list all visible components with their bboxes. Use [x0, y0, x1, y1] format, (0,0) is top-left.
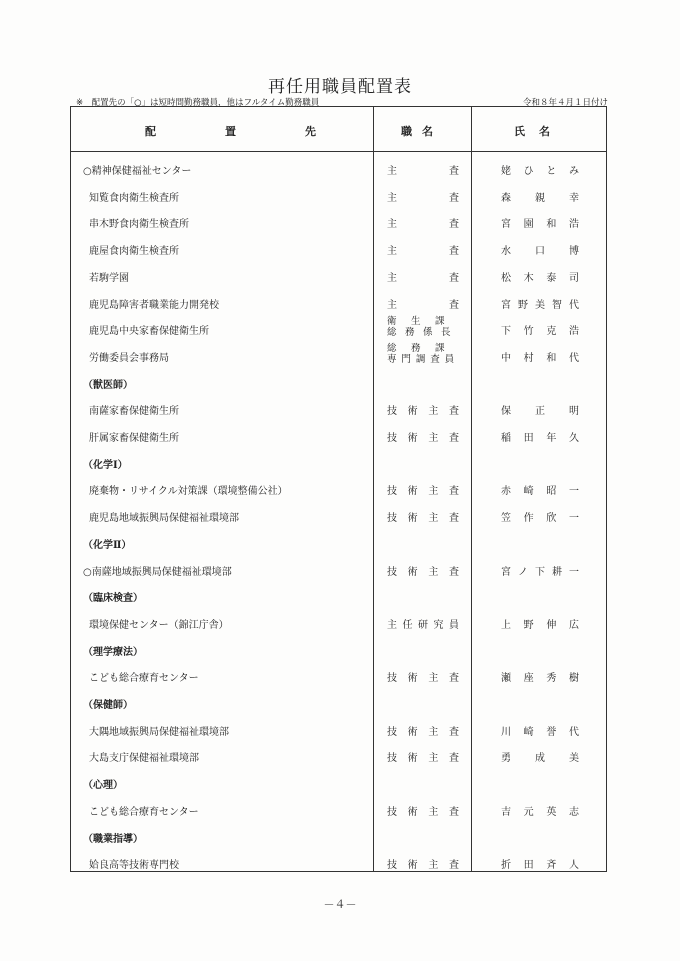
char: 英: [546, 806, 557, 818]
char: 笠: [501, 513, 511, 525]
char: 技: [387, 860, 397, 872]
char: 査: [449, 299, 459, 311]
char: 野: [523, 619, 534, 631]
char: 技: [387, 433, 397, 444]
char: 浩: [568, 326, 579, 338]
placement-cell: こども総合療育センター: [89, 673, 199, 685]
char: 技: [387, 566, 397, 578]
document-title: 再任用職員配置表: [268, 77, 412, 97]
header-divider: [71, 151, 606, 152]
char: 木: [523, 272, 534, 284]
char: 和: [546, 352, 557, 364]
char: 技: [387, 673, 397, 685]
header-placement-char: 配: [145, 125, 157, 138]
name-cell: [501, 429, 579, 444]
char: 術: [407, 753, 418, 765]
char: 生: [411, 316, 421, 328]
char: 主: [428, 406, 439, 418]
category-label: （獣医師）: [83, 379, 133, 391]
char: 査: [448, 513, 459, 525]
char: 浩: [568, 219, 579, 231]
char: ノ: [518, 566, 528, 578]
char: 野: [518, 299, 528, 311]
char: 水: [501, 246, 511, 258]
char: 年: [546, 433, 557, 444]
char: 司: [568, 272, 579, 284]
char: 査: [449, 219, 459, 231]
category-label: （理学療法）: [83, 646, 143, 658]
placement-cell: ○精神保健福祉センター: [83, 166, 192, 177]
name-cell: [501, 482, 579, 497]
char: 術: [407, 513, 418, 525]
char: 秀: [546, 673, 557, 685]
char: 昭: [546, 486, 557, 498]
placement-cell: 廃棄物・リサイクル対策課（環境整備公社）: [89, 486, 288, 498]
name-cell: [501, 856, 579, 871]
category-label: （心理）: [83, 780, 123, 792]
job-title-cell: [387, 669, 459, 684]
char: 係: [423, 327, 433, 339]
char: 術: [407, 860, 418, 872]
char: 幸: [569, 192, 579, 204]
char: 明: [569, 406, 579, 418]
char: 主: [428, 726, 439, 738]
char: 宮: [501, 219, 511, 231]
char: 技: [387, 753, 397, 765]
char: 口: [535, 246, 545, 258]
char: 志: [568, 806, 579, 818]
char: 主: [387, 192, 397, 204]
char: 赤: [501, 486, 511, 498]
char: 務: [411, 342, 421, 354]
char: 査: [448, 860, 459, 872]
char: 崎: [523, 726, 534, 738]
char: 正: [535, 406, 545, 418]
char: 技: [387, 486, 397, 498]
char: 誉: [546, 726, 557, 738]
category-label: （保健師）: [83, 700, 133, 711]
char: 美: [535, 299, 545, 311]
category-label: （臨床検査）: [83, 593, 143, 605]
job-title-cell: [387, 162, 459, 177]
char: 成: [535, 753, 545, 765]
char: 作: [523, 513, 534, 525]
job-title-cell: [387, 215, 459, 230]
job-title-cell: [387, 616, 459, 631]
char: 主: [428, 753, 439, 765]
char: 衛: [387, 316, 397, 328]
char: 主: [387, 246, 397, 258]
char: 園: [523, 219, 534, 231]
name-cell: [501, 296, 579, 311]
job-title-cell: [387, 856, 459, 871]
job-title-cell: [387, 296, 459, 311]
char: 代: [568, 726, 579, 738]
char: 下: [501, 326, 511, 338]
char: 技: [387, 513, 397, 525]
char: 総: [387, 327, 397, 339]
placement-cell: 鹿屋食肉衛生検査所: [89, 246, 179, 258]
char: 技: [387, 726, 397, 738]
char: 主: [387, 166, 397, 177]
placement-cell: 肝属家畜保健衛生所: [89, 433, 179, 444]
char: 専: [387, 353, 397, 365]
char: 久: [568, 433, 579, 444]
char: 上: [501, 619, 511, 631]
char: 宮: [501, 566, 511, 578]
char: 親: [535, 192, 545, 204]
char: 保: [501, 406, 511, 418]
char: 査: [448, 753, 459, 765]
char: 代: [569, 299, 579, 311]
char: 崎: [523, 486, 534, 498]
char: 折: [501, 860, 511, 872]
job-title-cell: [387, 429, 459, 444]
char: 術: [407, 566, 418, 578]
char: 一: [568, 486, 579, 498]
char: 樹: [568, 673, 579, 685]
char: 主: [387, 619, 397, 631]
char: 松: [501, 272, 511, 284]
name-cell: [501, 616, 579, 631]
name-cell: [501, 242, 579, 257]
char: 斉: [546, 860, 557, 872]
job-title-line: [387, 327, 459, 338]
placement-table: [70, 106, 607, 872]
char: 主: [387, 299, 397, 311]
char: 技: [387, 806, 397, 818]
char: 智: [552, 299, 562, 311]
char: 課: [435, 316, 445, 328]
char: 主: [387, 272, 397, 284]
char: 員: [449, 619, 459, 631]
page-number: －４－: [323, 898, 357, 911]
name-cell: [501, 162, 579, 177]
header-name: 氏名: [514, 125, 564, 138]
char: 広: [568, 619, 579, 631]
char: 研: [418, 619, 428, 631]
footnote: ※ 配置先の「○」は短時間勤務職員，他はフルタイム勤務職員: [76, 98, 320, 108]
char: 査: [448, 673, 459, 685]
char: 元: [523, 806, 534, 818]
char: 術: [407, 806, 418, 818]
char: 泰: [546, 272, 557, 284]
name-cell: [501, 322, 579, 337]
char: 課: [435, 342, 445, 354]
job-title-cell: [387, 509, 459, 524]
char: 査: [448, 433, 459, 444]
char: 技: [387, 406, 397, 418]
char: 主: [428, 486, 439, 498]
category-label: （職業指導）: [83, 833, 143, 845]
placement-cell: 若駒学園: [89, 272, 129, 284]
char: 門: [401, 353, 411, 365]
char: 査: [448, 486, 459, 498]
char: 下: [535, 566, 545, 578]
header-placement-char: 先: [305, 125, 317, 138]
char: 主: [428, 860, 439, 872]
char: 術: [407, 726, 418, 738]
placement-cell: 鹿児島中央家畜保健衛生所: [89, 326, 209, 338]
char: 員: [444, 353, 455, 365]
char: 田: [523, 433, 534, 444]
char: 長: [441, 327, 451, 339]
char: 総: [387, 342, 397, 354]
char: 務: [405, 327, 415, 339]
name-cell: [501, 402, 579, 417]
column-divider: [471, 107, 472, 871]
name-cell: [501, 749, 579, 764]
job-title-cell: [387, 242, 459, 257]
char: と: [546, 166, 557, 177]
char: 欣: [546, 513, 557, 525]
char: み: [568, 166, 579, 177]
char: 主: [428, 806, 439, 818]
job-title-line: [387, 316, 459, 327]
char: 査: [448, 566, 459, 578]
char: 査: [449, 166, 459, 177]
placement-cell: ○南薩地域振興局保健福祉環境部: [83, 566, 232, 578]
char: ひ: [523, 166, 534, 177]
category-label: （化学Ⅱ）: [83, 539, 132, 551]
char: 査: [448, 406, 459, 418]
char: 竹: [523, 326, 534, 338]
placement-cell: 大島支庁保健福祉環境部: [89, 753, 199, 765]
char: 査: [449, 272, 459, 284]
placement-cell: 環境保健センター（錦江庁舎）: [89, 619, 229, 631]
char: 究: [433, 619, 444, 631]
name-cell: [501, 803, 579, 818]
name-cell: [501, 189, 579, 204]
char: 主: [387, 219, 397, 231]
name-cell: [501, 723, 579, 738]
placement-cell: 知覧食肉衛生検査所: [89, 192, 179, 204]
char: 宮: [501, 299, 511, 311]
char: 勇: [501, 753, 511, 765]
job-title-cell: [387, 189, 459, 204]
char: 調: [415, 353, 426, 365]
job-title-cell: [387, 269, 459, 284]
char: 術: [407, 433, 418, 444]
char: 博: [569, 246, 579, 258]
job-title-cell: [387, 563, 459, 578]
char: 術: [407, 486, 418, 498]
char: 主: [428, 433, 439, 444]
name-cell: [501, 509, 579, 524]
char: 村: [523, 352, 534, 364]
char: 伸: [546, 619, 557, 631]
placement-cell: 鹿児島障害者職業能力開発校: [89, 299, 219, 311]
char: 克: [546, 326, 557, 338]
job-title-cell: [387, 343, 459, 365]
placement-cell: こども総合療育センター: [89, 806, 199, 818]
name-cell: [501, 215, 579, 230]
name-cell: [501, 563, 579, 578]
job-title-cell: [387, 316, 459, 338]
char: 査: [449, 192, 459, 204]
job-title-cell: [387, 749, 459, 764]
job-title-cell: [387, 803, 459, 818]
char: 査: [448, 806, 459, 818]
placement-cell: 労働委員会事務局: [89, 352, 169, 364]
char: 美: [569, 753, 579, 765]
job-title-cell: [387, 402, 459, 417]
char: 中: [501, 352, 511, 364]
char: 一: [569, 566, 579, 578]
char: 主: [428, 566, 439, 578]
char: 主: [428, 673, 439, 685]
char: 稲: [501, 433, 511, 444]
placement-cell: 大隅地域振興局保健福祉環境部: [89, 726, 229, 738]
name-cell: [501, 669, 579, 684]
placement-cell: 南薩家畜保健衛生所: [89, 406, 179, 418]
placement-cell: 串木野食肉衛生検査所: [89, 219, 189, 231]
column-divider: [373, 107, 374, 871]
job-title-cell: [387, 723, 459, 738]
char: 森: [501, 192, 511, 204]
job-title-cell: [387, 482, 459, 497]
job-title-line: [387, 354, 459, 365]
name-cell: [501, 269, 579, 284]
char: 川: [501, 726, 511, 738]
category-label: （化学Ⅰ）: [83, 459, 128, 471]
char: 査: [448, 726, 459, 738]
char: 任: [402, 619, 413, 631]
char: 術: [407, 673, 418, 685]
char: 主: [428, 513, 439, 525]
char: 瀬: [501, 673, 511, 685]
char: 一: [568, 513, 579, 525]
header-job-title: 職名: [401, 125, 443, 138]
char: 吉: [501, 806, 511, 818]
char: 代: [568, 352, 579, 364]
char: 田: [523, 860, 534, 872]
placement-cell: 姶良高等技術専門校: [89, 860, 179, 872]
char: 座: [523, 673, 534, 685]
job-title-line: [387, 343, 459, 354]
char: 耕: [552, 566, 562, 578]
char: 姥: [501, 166, 511, 177]
char: 術: [407, 406, 418, 418]
char: 和: [546, 219, 557, 231]
name-cell: [501, 349, 579, 364]
char: 査: [430, 353, 440, 365]
char: 人: [568, 860, 579, 872]
effective-date: 令和８年４月１日付け: [522, 98, 608, 108]
header-placement-char: 置: [225, 125, 237, 138]
placement-cell: 鹿児島地域振興局保健福祉環境部: [89, 513, 239, 525]
char: 査: [449, 246, 459, 258]
